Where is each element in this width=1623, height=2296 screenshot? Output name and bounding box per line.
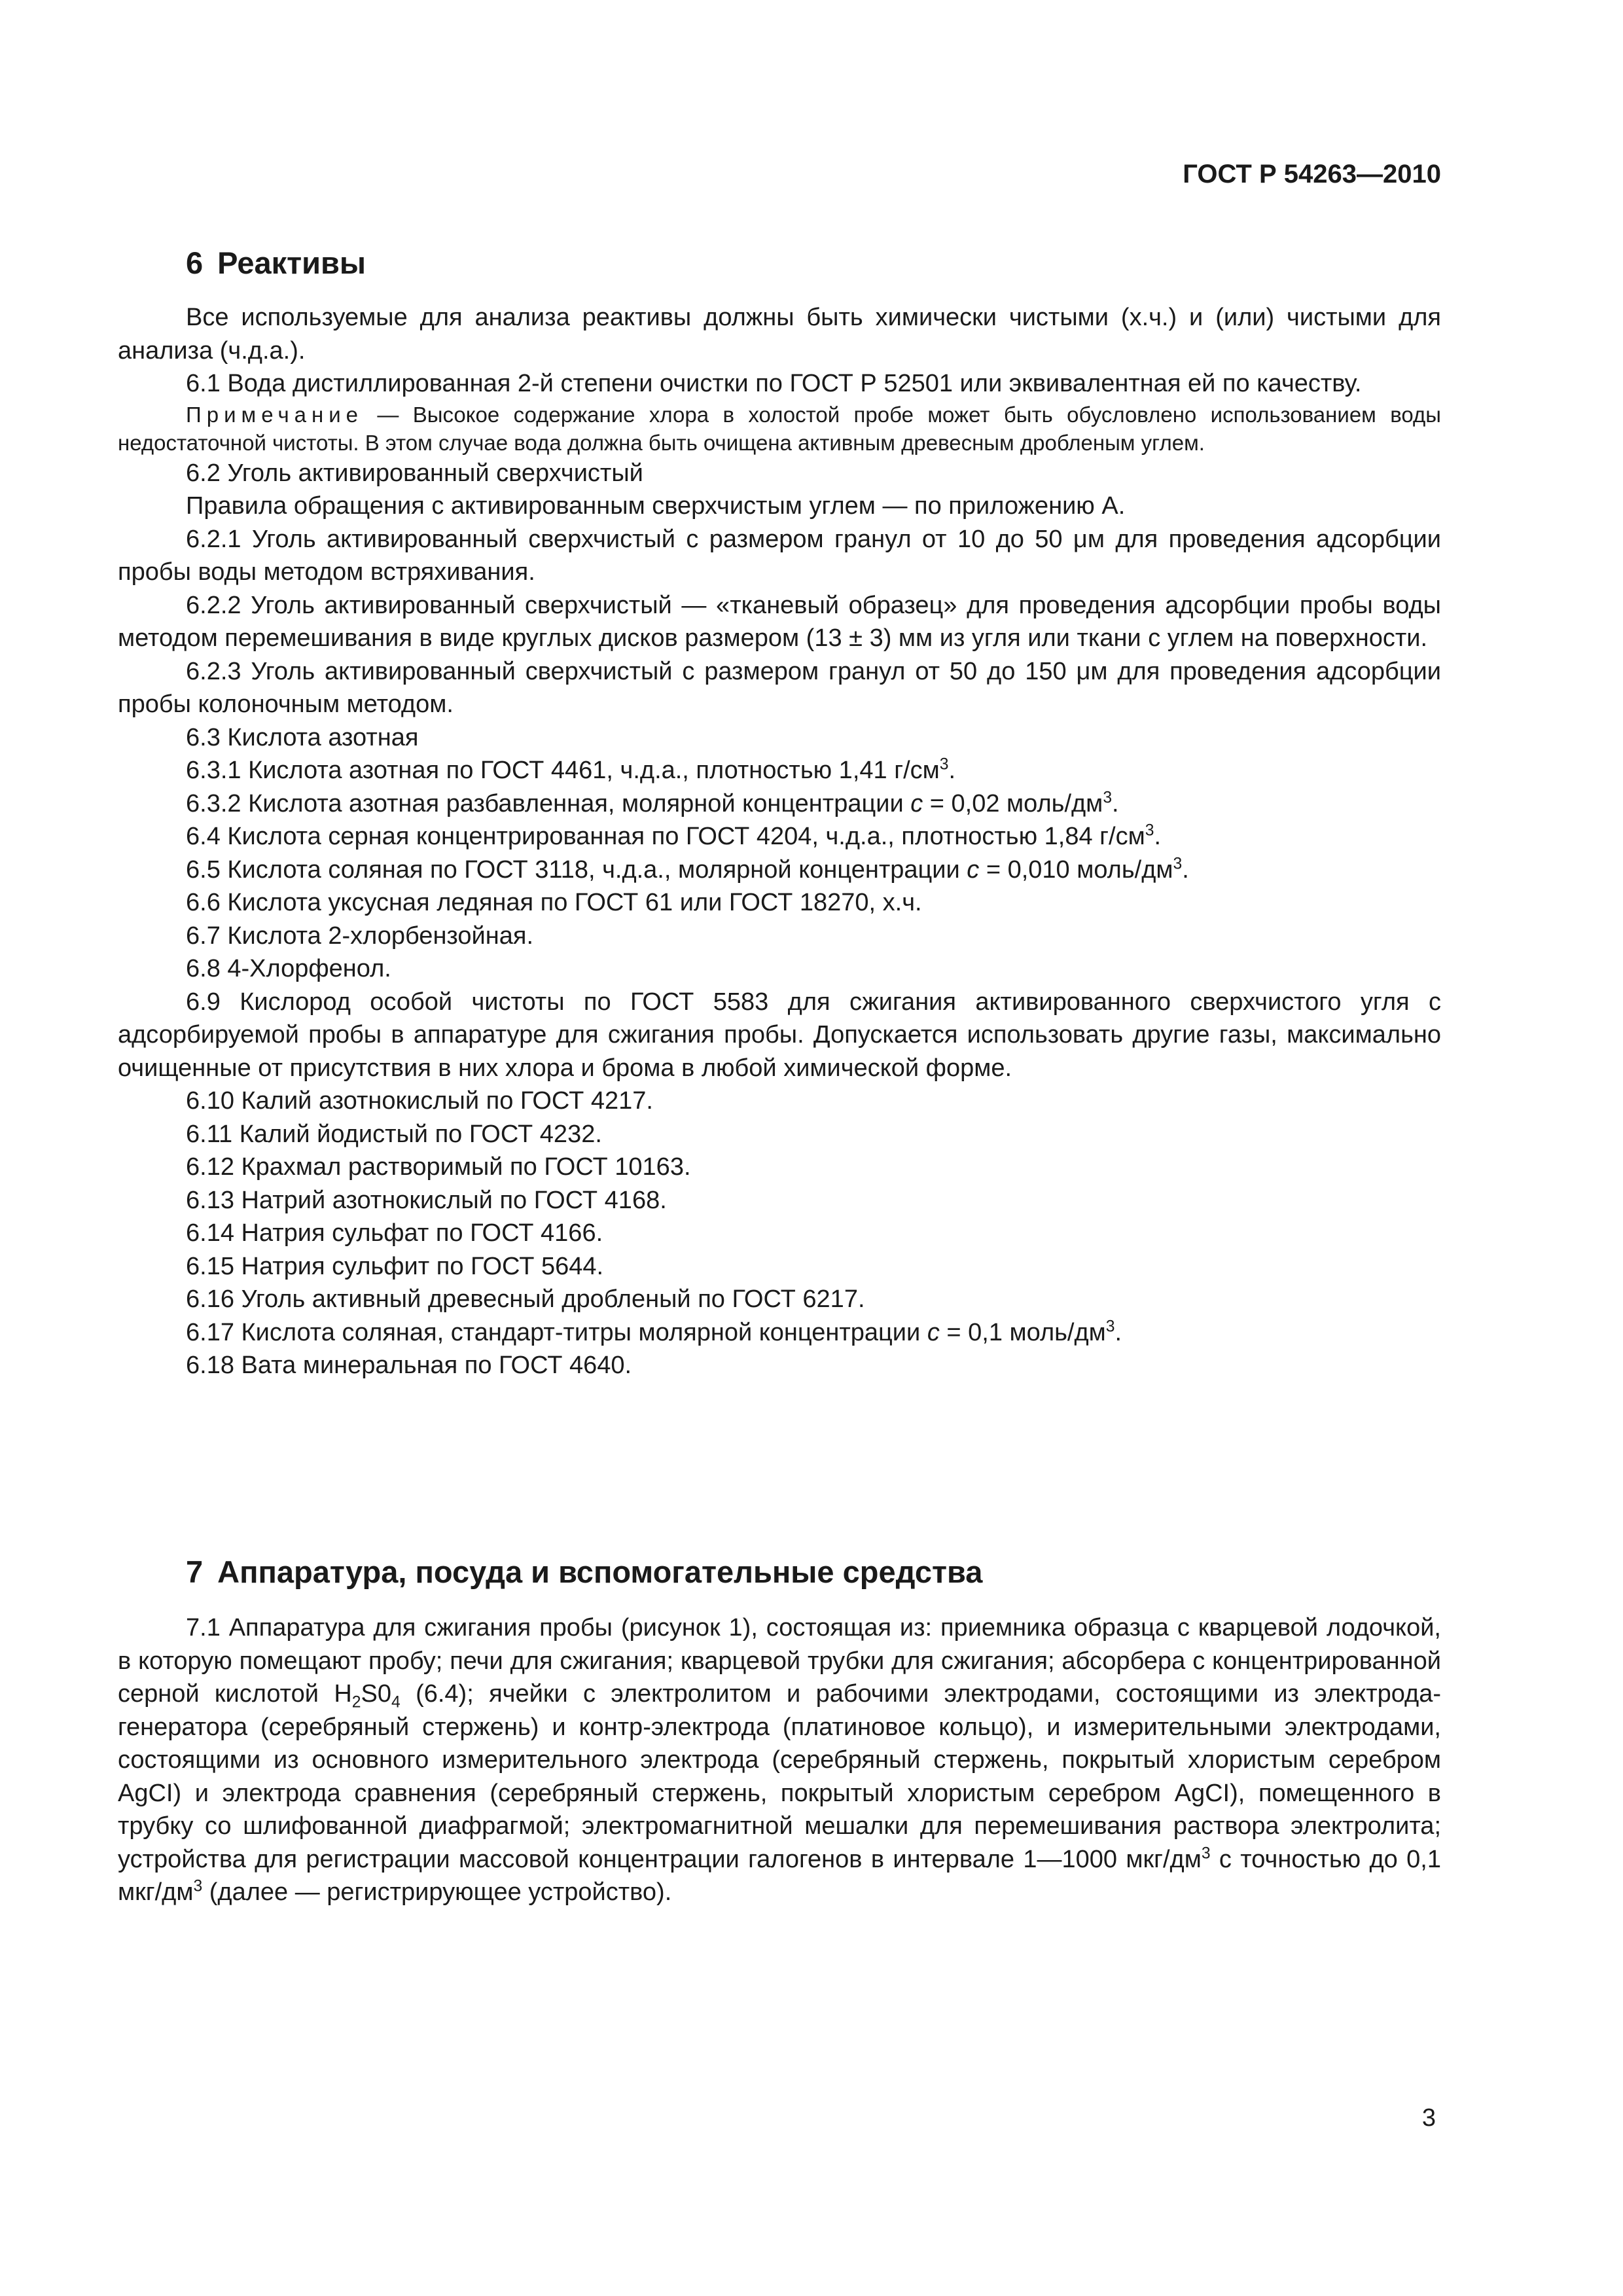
section-6-number: 6 xyxy=(186,245,204,280)
period: . xyxy=(1154,823,1162,850)
paragraph-6-7: 6.7 Кислота 2-хлорбензойная. xyxy=(186,922,534,950)
paragraph-6-17-text: 6.17 Кислота соляная, стандарт-титры молярной концентрации xyxy=(186,1318,927,1346)
paragraph-7-1-text-d: с точностью до 0,1 мкг/дм xyxy=(118,1845,1441,1906)
section-7-number: 7 xyxy=(186,1554,204,1589)
section-6-body xyxy=(118,301,1441,1382)
superscript: 3 xyxy=(193,1877,203,1895)
paragraph-6-1: 6.1 Вода дистиллированная 2-й степени очистки по ГОСТ Р 52501 или эквивалентная ей по качеству. xyxy=(186,370,1362,397)
paragraph-6-2-rule: Правила обращения с активированным сверхчистым углем — по приложению А. xyxy=(186,492,1126,520)
period: . xyxy=(1182,855,1189,884)
section-6-heading xyxy=(186,245,366,281)
paragraph-7-1-text-c: (6.4); ячейки с электролитом и рабочими электродами, состоящими из электрода-генератора (серебряный стержень) и контр-электрода (платиновое кольцо), и измерительными электродами, состоящими из основного измерительного электрода (серебряный стержень, покрытый хлористым серебром AgCI) и электрода сравнения (серебряный стержень, покрытый хлористым серебром AgCI), помещенного в трубку со шлифованной диафрагмой; электромагнитной мешалки для перемешивания раствора электролита; устройства для регистрации массовой концентрации галогенов в интервале 1—1000 мкг/дм xyxy=(118,1680,1441,1873)
note-block xyxy=(118,401,1441,457)
paragraph-6-3: 6.3 Кислота азотная xyxy=(186,723,419,751)
paragraph-6-3-2-value: = 0,02 моль/дм xyxy=(923,789,1103,817)
paragraph-6-2-1: 6.2.1 Уголь активированный сверхчистый с размером гранул от 10 до 50 μм для проведения адсорбции пробы воды методом встряхивания. xyxy=(118,525,1441,586)
paragraph-6-10: 6.10 Калий азотнокислый по ГОСТ 4217. xyxy=(186,1087,653,1115)
paragraph-6-8: 6.8 4-Хлорфенол. xyxy=(186,955,391,982)
paragraph-7-1-text-b: S0 xyxy=(361,1680,392,1708)
variable-c: с xyxy=(910,789,923,817)
paragraph-6-2: 6.2 Уголь активированный сверхчистый xyxy=(186,459,643,487)
paragraph-6-6: 6.6 Кислота уксусная ледяная по ГОСТ 61 или ГОСТ 18270, х.ч. xyxy=(186,889,922,916)
paragraph-6-17 xyxy=(118,1316,1441,1350)
subscript: 2 xyxy=(351,1693,361,1712)
paragraph-6-3-1-text: 6.3.1 Кислота азотная по ГОСТ 4461, ч.д.а., плотностью 1,41 г/см xyxy=(186,757,940,784)
document-code: ГОСТ Р 54263—2010 xyxy=(1183,160,1441,188)
paragraph-6-4 xyxy=(118,820,1441,853)
note-text: — Высокое содержание хлора в холостой пробе может быть обусловлено использованием воды недостаточной чистоты. В этом случае вода должна быть очищена активным древесным дробленым углем. xyxy=(118,402,1441,455)
paragraph-6-5 xyxy=(118,853,1441,887)
period: . xyxy=(948,757,956,784)
paragraph-7-1 xyxy=(118,1611,1441,1909)
paragraph-6-16: 6.16 Уголь активный древесный дробленый по ГОСТ 6217. xyxy=(186,1285,865,1313)
period: . xyxy=(1115,1318,1122,1346)
superscript: 3 xyxy=(1145,821,1154,840)
note-label: Примечание xyxy=(186,402,364,427)
period: . xyxy=(1112,789,1119,817)
superscript: 3 xyxy=(1103,788,1113,806)
paragraph-6-12: 6.12 Крахмал растворимый по ГОСТ 10163. xyxy=(186,1153,691,1181)
paragraph-6-17-value: = 0,1 моль/дм xyxy=(939,1318,1106,1346)
section-7-title: Аппаратура, посуда и вспомогательные средства xyxy=(217,1554,983,1589)
paragraph-6-9: 6.9 Кислород особой чистоты по ГОСТ 5583 для сжигания активированного сверхчистого угля с адсорбируемой пробы в аппаратуре для сжигания пробы. Допускается использовать другие газы, максимально очищенные от присутствия в них хлора и брома в любой химической форме. xyxy=(118,988,1441,1082)
section-6-title: Реактивы xyxy=(217,245,366,280)
variable-c: с xyxy=(927,1318,940,1346)
paragraph-6-18: 6.18 Вата минеральная по ГОСТ 4640. xyxy=(186,1352,632,1379)
paragraph-6-13: 6.13 Натрий азотнокислый по ГОСТ 4168. xyxy=(186,1186,667,1214)
subscript: 4 xyxy=(391,1693,401,1712)
section-7-heading xyxy=(186,1554,982,1590)
paragraph-6-11: 6.11 Калий йодистый по ГОСТ 4232. xyxy=(186,1120,602,1148)
paragraph-6-15: 6.15 Натрия сульфит по ГОСТ 5644. xyxy=(186,1252,604,1280)
paragraph-7-1-text-a: 7.1 Аппаратура для сжигания пробы (рисунок 1), состоящая из: приемника образца с кварцевой лодочкой, в которую помещают пробу; печи для сжигания; кварцевой трубки для сжигания; абсорбера с концентрированной серной кислотой H xyxy=(118,1614,1441,1708)
paragraph-6-3-2 xyxy=(118,787,1441,821)
superscript: 3 xyxy=(1201,1844,1211,1862)
superscript: 3 xyxy=(1105,1317,1115,1335)
paragraph-6-3-1 xyxy=(118,754,1441,787)
paragraph-6-5-text: 6.5 Кислота соляная по ГОСТ 3118, ч.д.а., молярной концентрации xyxy=(186,855,967,884)
paragraph-6-2-2: 6.2.2 Уголь активированный сверхчистый — «тканевый образец» для проведения адсорбции пробы воды методом перемешивания в виде круглых дисков размером (13 ± 3) мм из угля или ткани с углем на поверхности. xyxy=(118,591,1441,652)
section-7-body xyxy=(118,1611,1441,1909)
paragraph-6-3-2-text: 6.3.2 Кислота азотная разбавленная, молярной концентрации xyxy=(186,789,911,817)
paragraph-6-4-text: 6.4 Кислота серная концентрированная по ГОСТ 4204, ч.д.а., плотностью 1,84 г/см xyxy=(186,823,1145,850)
paragraph-7-1-text-e: (далее — регистрирующее устройство). xyxy=(202,1878,672,1906)
paragraph-6-14: 6.14 Натрия сульфат по ГОСТ 4166. xyxy=(186,1219,603,1247)
paragraph-intro: Все используемые для анализа реактивы должны быть химически чистыми (х.ч.) и (или) чистыми для анализа (ч.д.а.). xyxy=(118,304,1441,365)
paragraph-6-2-3: 6.2.3 Уголь активированный сверхчистый с размером гранул от 50 до 150 μм для проведения адсорбции пробы колоночным методом. xyxy=(118,657,1441,718)
superscript: 3 xyxy=(939,755,949,774)
superscript: 3 xyxy=(1173,854,1183,872)
variable-c: с xyxy=(967,855,980,884)
paragraph-6-5-value: = 0,010 моль/дм xyxy=(979,855,1173,884)
page-number: 3 xyxy=(1421,2104,1436,2132)
